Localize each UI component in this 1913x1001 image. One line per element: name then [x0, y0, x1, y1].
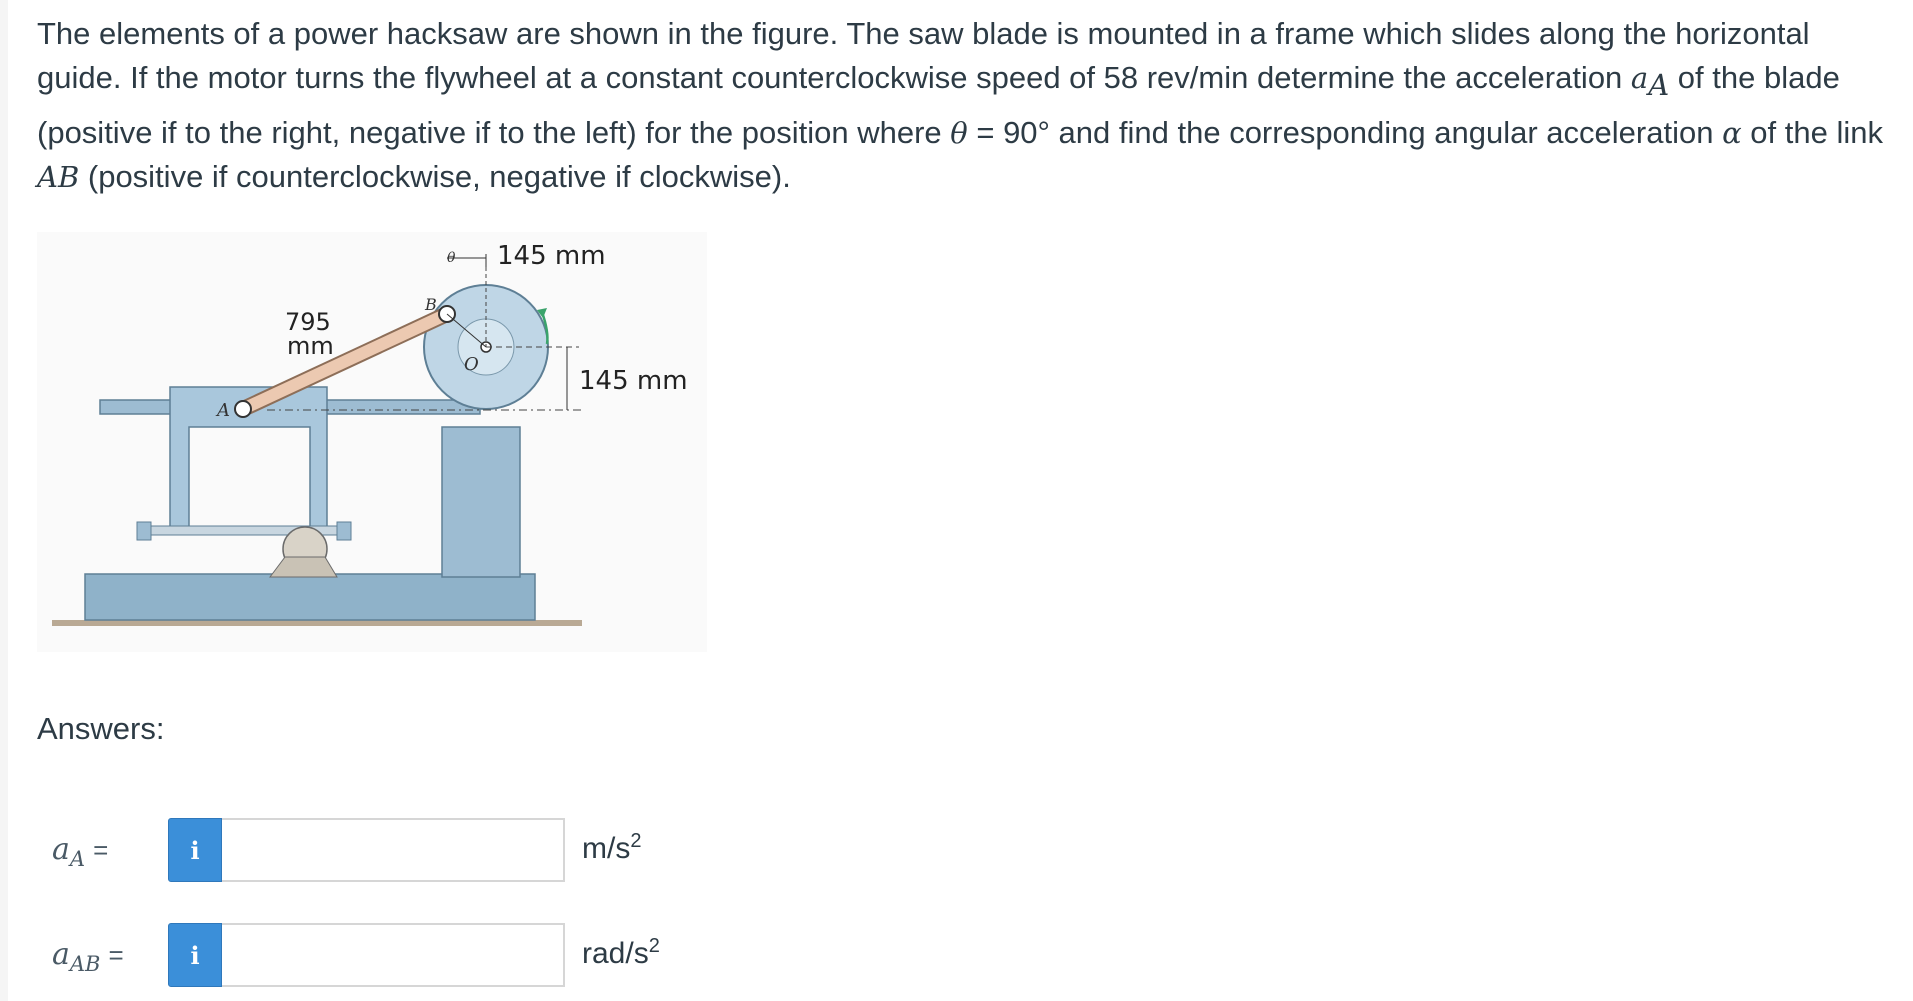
label-theta: θ: [447, 250, 456, 266]
problem-text-part: of the blade (positive if to the right, negative if to the left) for the position where: [37, 60, 1840, 151]
problem-text-part: = 90° and find the corresponding angular acceleration: [967, 115, 1723, 151]
blade-end-left: [137, 522, 151, 540]
pedestal: [442, 427, 520, 577]
problem-text-part: The elements of a power hacksaw are shown in the figure. The saw blade is mounted in a frame which slides along the horizontal guide. If the motor turns the flywheel at a constant counterclockwise speed of 58 rev/min determine the acceleration: [37, 16, 1810, 95]
problem-statement: [37, 12, 1897, 199]
unit-label-a: [582, 830, 641, 866]
var-a-subscript: A: [1648, 68, 1670, 103]
label-b: B: [425, 295, 437, 314]
ground-line: [52, 620, 582, 626]
label-a: A: [217, 400, 230, 421]
blade-end-right: [337, 522, 351, 540]
unit-exponent: 2: [648, 935, 660, 957]
pin-a: [235, 401, 251, 417]
machine-base: [85, 574, 535, 620]
unit-text: m/s: [582, 832, 631, 865]
vise: [270, 557, 337, 577]
equals-sign: =: [93, 835, 109, 865]
info-icon[interactable]: i: [168, 923, 222, 987]
unit-label-ab: [582, 935, 660, 971]
problem-text-part: of the link: [1741, 115, 1883, 151]
answer-var: a: [52, 832, 70, 867]
info-icon[interactable]: i: [168, 818, 222, 882]
unit-text: rad/s: [582, 937, 649, 970]
var-theta: θ: [950, 116, 968, 151]
var-link-ab: AB: [37, 160, 80, 195]
var-a: a: [1630, 61, 1649, 95]
answer-input-ab[interactable]: [222, 923, 565, 987]
answer-var-subscript: A: [69, 847, 86, 871]
answers-heading: Answers:: [37, 711, 165, 746]
answer-row-ab: [0, 923, 900, 989]
hacksaw-figure: [37, 232, 707, 652]
equals-sign: =: [108, 940, 124, 970]
answer-label-ab: [52, 937, 124, 976]
dim-top-label: 145 mm: [497, 241, 606, 271]
dim-link-value: 795: [285, 308, 331, 336]
answer-input-a[interactable]: [222, 818, 565, 882]
answer-label-a: [52, 832, 108, 871]
dim-link-unit: mm: [287, 332, 334, 360]
link-ab: [243, 314, 447, 409]
answer-row-a: [0, 818, 900, 884]
answer-var: a: [52, 937, 70, 972]
var-alpha: α: [1722, 116, 1742, 151]
unit-exponent: 2: [630, 830, 642, 852]
label-o: O: [464, 354, 479, 375]
problem-text-part: (positive if counterclockwise, negative if clockwise).: [79, 159, 791, 195]
answer-var-subscript: AB: [69, 952, 101, 976]
dim-right-label: 145 mm: [579, 366, 688, 396]
